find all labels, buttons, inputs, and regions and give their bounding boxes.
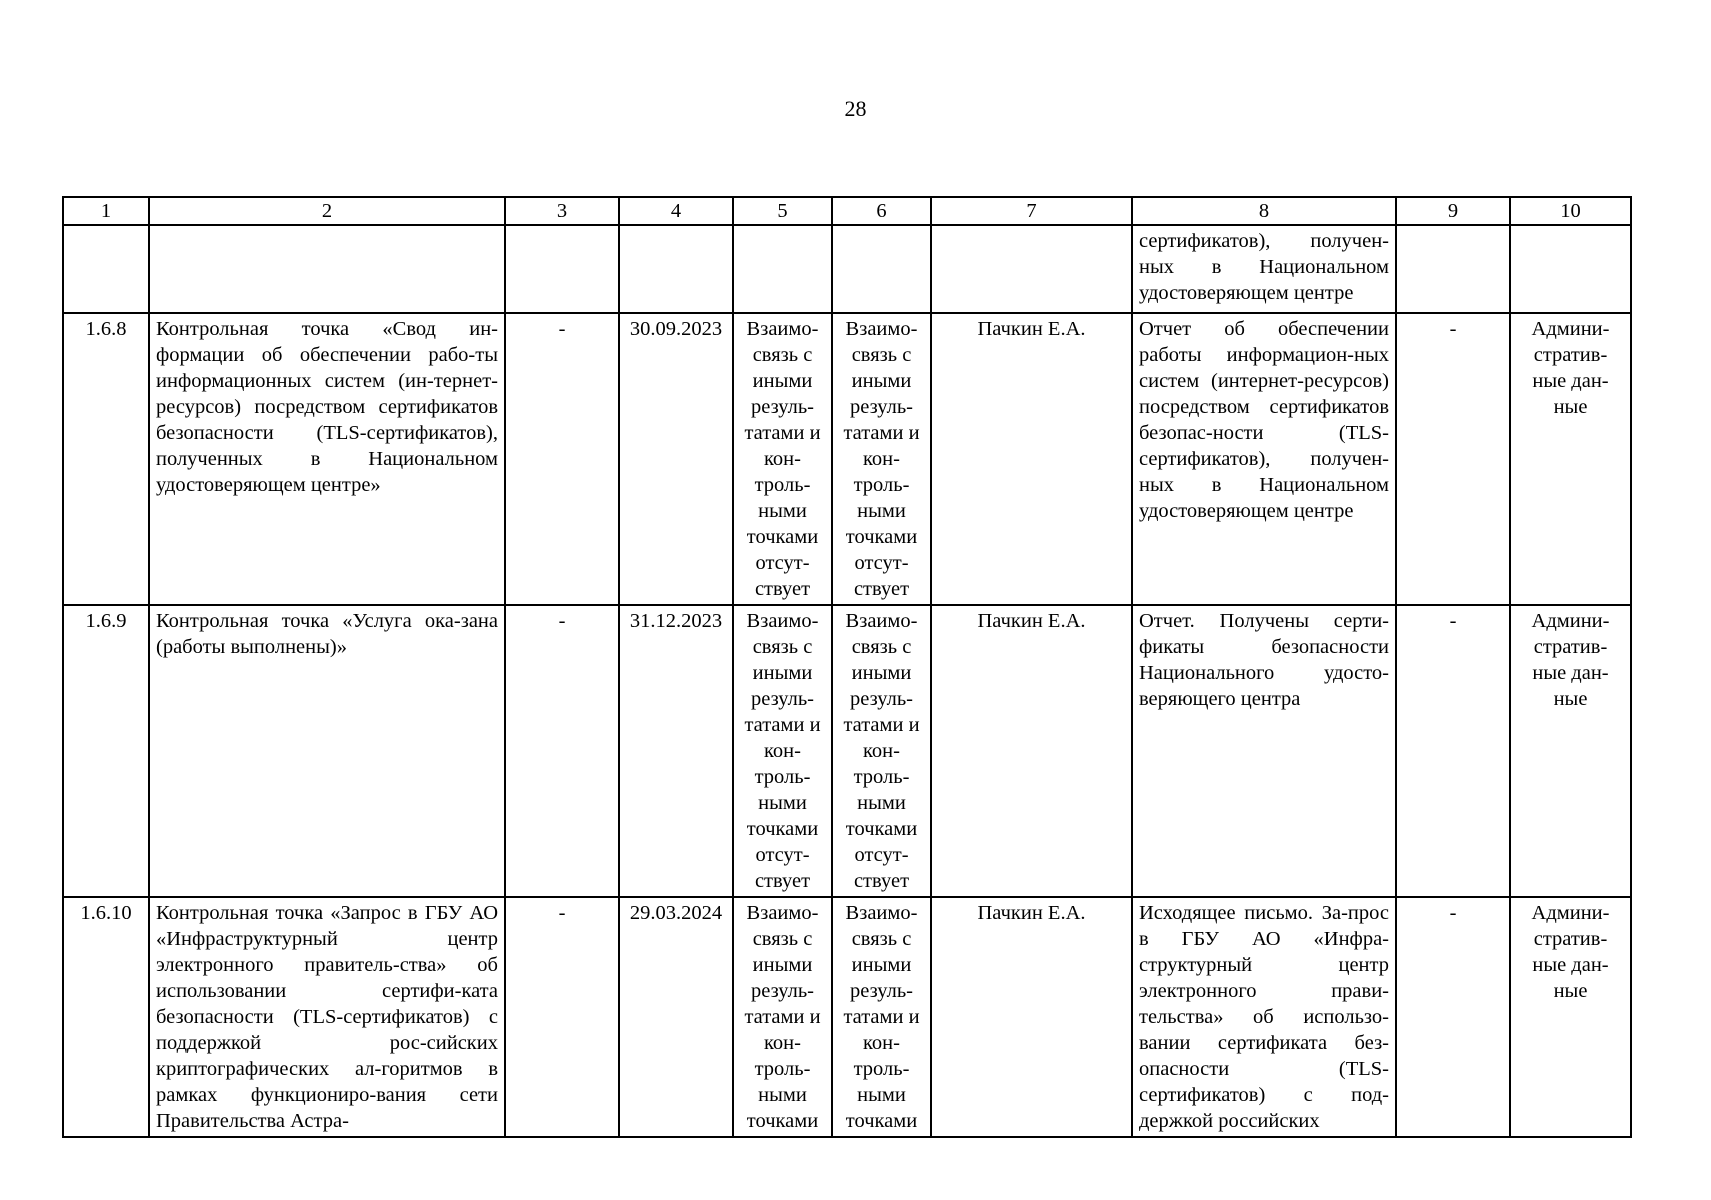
data-type-cell: Админи-стратив-ные дан-ные xyxy=(1510,605,1631,897)
document-table xyxy=(62,196,1632,1138)
responsible-cell: Пачкин Е.А. xyxy=(931,313,1132,605)
result-description-cell: Отчет об обеспечении работы информацион-ных систем (интернет-ресурсов) посредством сертификатов безопас-ности (TLS-сертификатов), получен-ных в Национальном удостоверяющем центре xyxy=(1132,313,1396,605)
data-type-cell: Админи-стратив-ные дан-ные xyxy=(1510,897,1631,1137)
table-cell: - xyxy=(1396,313,1510,605)
responsible-cell: Пачкин Е.А. xyxy=(931,605,1132,897)
table-cell: - xyxy=(1396,605,1510,897)
table-cell: - xyxy=(505,897,619,1137)
responsible-cell: Пачкин Е.А. xyxy=(931,897,1132,1137)
date-cell: 31.12.2023 xyxy=(619,605,733,897)
table-row xyxy=(63,897,1631,1137)
table-cell: - xyxy=(505,605,619,897)
table-cell xyxy=(63,225,149,313)
header-cell: 7 xyxy=(931,197,1132,225)
header-cell: 6 xyxy=(832,197,931,225)
table-cell xyxy=(1510,225,1631,313)
table-cell: - xyxy=(1396,897,1510,1137)
relation-cell: Взаимо-связь с иными резуль-татами и кон-троль-ными точками xyxy=(832,897,931,1137)
relation-cell: Взаимо-связь с иными резуль-татами и кон-троль-ными точками отсут-ствует xyxy=(832,605,931,897)
header-cell: 4 xyxy=(619,197,733,225)
table-cell xyxy=(1396,225,1510,313)
row-number-cell: 1.6.8 xyxy=(63,313,149,605)
table-cell xyxy=(619,225,733,313)
table-header-row xyxy=(63,197,1631,225)
data-type-cell: Админи-стратив-ные дан-ные xyxy=(1510,313,1631,605)
table-cell xyxy=(832,225,931,313)
date-cell: 30.09.2023 xyxy=(619,313,733,605)
table-cell xyxy=(505,225,619,313)
relation-cell: Взаимо-связь с иными резуль-татами и кон-троль-ными точками отсут-ствует xyxy=(733,313,832,605)
table-row-continuation xyxy=(63,225,1631,313)
control-point-cell: Контрольная точка «Свод ин-формации об обеспечении рабо-ты информационных систем (ин-тернет-ресурсов) посредством сертификатов безопасности (TLS-сертификатов), полученных в Национальном удостоверяющем центре» xyxy=(149,313,505,605)
page-number: 28 xyxy=(844,96,867,121)
table-cell: - xyxy=(505,313,619,605)
table-cell xyxy=(733,225,832,313)
result-description-cell: Отчет. Получены серти-фикаты безопасности Национального удосто-веряющего центра xyxy=(1132,605,1396,897)
table-cell xyxy=(149,225,505,313)
table-row xyxy=(63,313,1631,605)
relation-cell: Взаимо-связь с иными резуль-татами и кон-троль-ными точками отсут-ствует xyxy=(832,313,931,605)
header-cell: 8 xyxy=(1132,197,1396,225)
relation-cell: Взаимо-связь с иными резуль-татами и кон-троль-ными точками xyxy=(733,897,832,1137)
control-point-cell: Контрольная точка «Услуга ока-зана (работы выполнены)» xyxy=(149,605,505,897)
table-cell xyxy=(931,225,1132,313)
row-number-cell: 1.6.10 xyxy=(63,897,149,1137)
date-cell: 29.03.2024 xyxy=(619,897,733,1137)
header-cell: 10 xyxy=(1510,197,1631,225)
relation-cell: Взаимо-связь с иными резуль-татами и кон-троль-ными точками отсут-ствует xyxy=(733,605,832,897)
header-cell: 9 xyxy=(1396,197,1510,225)
table-row xyxy=(63,605,1631,897)
header-cell: 2 xyxy=(149,197,505,225)
result-description-cell: сертификатов), получен-ных в Национальном удостоверяющем центре xyxy=(1132,225,1396,313)
header-cell: 5 xyxy=(733,197,832,225)
result-description-cell: Исходящее письмо. За-прос в ГБУ АО «Инфра-структурный центр электронного прави-тельства» об использо-вании сертификата без-опасности (TLS-сертификатов) с под-держкой российских xyxy=(1132,897,1396,1137)
control-point-cell: Контрольная точка «Запрос в ГБУ АО «Инфраструктурный центр электронного правитель-ства» об использовании сертифи-ката безопасности (TLS-сертификатов) с поддержкой рос-сийских криптографических ал-горитмов в рамках функциониро-вания сети Правительства Астра- xyxy=(149,897,505,1137)
header-cell: 3 xyxy=(505,197,619,225)
header-cell: 1 xyxy=(63,197,149,225)
row-number-cell: 1.6.9 xyxy=(63,605,149,897)
